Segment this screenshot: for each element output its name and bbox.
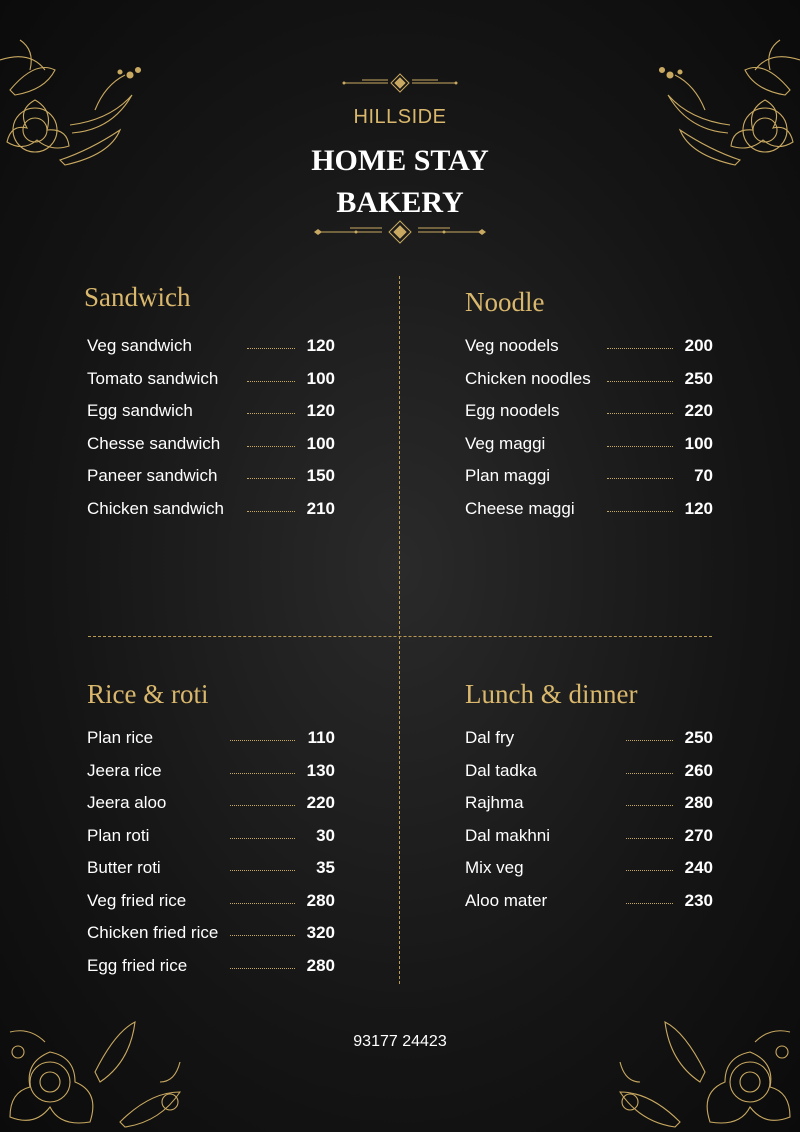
menu-item [87,858,335,880]
menu-item [465,434,713,456]
menu-item-name: Veg sandwich [87,336,192,355]
menu-item-leader [247,413,295,414]
menu-item [465,761,713,783]
menu-item-leader [247,446,295,447]
menu-item-name: Rajhma [465,793,524,812]
menu-item-leader [230,805,295,806]
menu-item-price: 250 [684,368,713,388]
menu-item-name: Cheese maggi [465,498,575,518]
menu-item [87,336,335,358]
section-noodle [465,287,544,318]
menu-item-leader [626,838,673,839]
horizontal-divider [88,636,712,637]
menu-item-price: 30 [316,825,335,845]
section-lunch-dinner [465,679,637,710]
menu-item-leader [607,348,673,349]
menu-item-leader [247,478,295,479]
menu-item-price: 150 [306,466,335,485]
menu-item [465,826,713,848]
menu-item-price: 220 [684,401,713,420]
menu-item-name: Chicken noodles [465,368,591,388]
menu-item [87,728,335,750]
section-heading-rice-roti: Rice & roti [87,679,209,709]
menu-item-name: Chesse sandwich [87,433,221,453]
menu-item-leader [607,446,673,447]
page-title-line2: BAKERY [336,186,464,219]
menu-item-price: 110 [307,728,335,747]
menu-item-name: Egg noodels [465,401,560,420]
flower-corner-top-right-icon [650,30,800,180]
menu-item [87,466,335,488]
menu-item-price: 35 [316,858,335,877]
menu-item-leader [230,740,295,741]
menu-item-leader [607,413,673,414]
menu-item-name: Chicken fried rice [87,923,219,942]
menu-item-name: Chicken sandwich [87,498,225,518]
menu-item [465,891,713,913]
menu-item-price: 70 [694,466,713,485]
menu-item [87,956,335,978]
menu-item-name: Egg sandwich [87,401,193,420]
menu-item-leader [626,740,673,741]
menu-item-leader [607,511,673,512]
menu-item-leader [230,838,295,839]
top-ornament-icon [342,72,458,94]
menu-item-name: Paneer sandwich [87,466,218,485]
menu-item-price: 120 [306,336,335,355]
menu-item [465,466,713,488]
menu-item [87,369,335,391]
menu-item-name: Plan roti [87,825,150,845]
menu-item-leader [230,935,295,936]
brand-name: HILLSIDE [353,106,447,128]
menu-item-leader [247,348,295,349]
menu-item [87,793,335,815]
menu-item-leader [626,773,673,774]
menu-item-name: Veg fried rice [87,890,187,910]
menu-item-price: 280 [684,793,713,812]
menu-item-price: 260 [684,760,713,780]
menu-item [465,499,713,521]
section-rice-roti [87,679,208,710]
menu-item-name: Egg fried rice [87,955,188,975]
menu-item-price: 120 [684,498,713,518]
menu-item [87,923,335,945]
menu-item-leader [247,511,295,512]
menu-item [465,336,713,358]
menu-item [87,401,335,423]
page-title-line1: HOME STAY [311,144,489,177]
menu-item-leader [607,381,673,382]
menu-item [465,369,713,391]
menu-item-leader [230,870,295,871]
menu-item-name: Veg maggi [465,433,546,453]
menu-item-price: 280 [306,955,335,975]
menu-item-price: 200 [684,336,713,355]
menu-item-name: Aloo mater [465,890,548,910]
menu-item [465,858,713,880]
menu-item-price: 270 [684,825,713,845]
phone-number: 93177 24423 [353,1033,447,1050]
flower-corner-bottom-right-icon [600,1012,800,1132]
vertical-divider [399,276,400,984]
section-heading-sandwich: Sandwich [84,282,191,312]
menu-item-price: 210 [306,498,335,518]
menu-item-price: 100 [684,433,713,453]
menu-item [465,793,713,815]
menu-item-name: Veg noodels [465,336,559,355]
menu-item-price: 240 [684,858,713,877]
title-ornament-icon [310,219,490,245]
menu-item-price: 250 [684,728,713,747]
menu-item-name: Dal tadka [465,760,537,780]
menu-item-name: Plan maggi [465,466,551,485]
menu-item-leader [607,478,673,479]
menu-item-price: 120 [306,401,335,420]
section-sandwich [84,282,190,313]
section-heading-noodle: Noodle [465,287,545,317]
menu-item-price: 100 [306,368,335,388]
menu-item-name: Jeera aloo [87,793,167,812]
menu-item [87,891,335,913]
menu-item-leader [247,381,295,382]
menu-item-price: 130 [306,760,335,780]
menu-item-name: Jeera rice [87,760,162,780]
menu-item-name: Mix veg [465,858,524,877]
menu-item-price: 220 [306,793,335,812]
menu-item-price: 100 [306,433,335,453]
menu-item [465,728,713,750]
menu-item-leader [626,870,673,871]
menu-item-name: Butter roti [87,858,161,877]
menu-item [465,401,713,423]
menu-item-leader [230,903,295,904]
menu-item [87,761,335,783]
menu-item-price: 230 [684,890,713,910]
menu-item-price: 280 [306,890,335,910]
flower-corner-top-left-icon [0,30,150,180]
section-heading-lunch-dinner: Lunch & dinner [465,679,638,709]
menu-item-leader [230,968,295,969]
menu-item [87,434,335,456]
menu-item-name: Tomato sandwich [87,368,219,388]
menu-item-leader [626,805,673,806]
flower-corner-bottom-left-icon [0,1012,200,1132]
menu-item-name: Dal makhni [465,825,551,845]
menu-item-price: 320 [306,923,335,942]
menu-item-leader [230,773,295,774]
menu-item [87,826,335,848]
menu-item-name: Plan rice [87,728,154,747]
menu-item-leader [626,903,673,904]
menu-item-name: Dal fry [465,728,515,747]
menu-item [87,499,335,521]
